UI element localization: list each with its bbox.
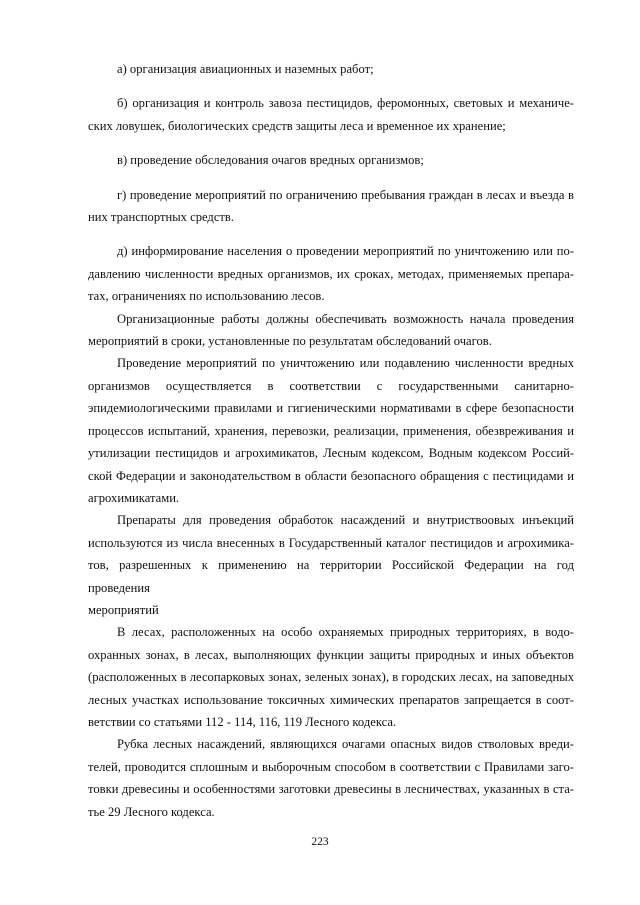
text-line: давлению численности вредных организмов, их сроках, методах, применяемых препара- <box>88 266 574 281</box>
paragraph-item-d <box>88 240 574 307</box>
text-line: организмов осуществляется в соответствии с государственными санитарно- <box>88 378 574 393</box>
text-line: процессов испытаний, хранения, перевозки, реализации, применения, обезвреживания и <box>88 423 574 438</box>
text-line: д) информирование населения о проведении мероприятий по уничтожению или по- <box>117 244 574 259</box>
paragraph-protected-forests <box>88 621 574 733</box>
text-line: тах, ограничениях по использованию лесов. <box>88 289 325 304</box>
document-page <box>88 58 574 823</box>
text-line: в) проведение обследования очагов вредных организмов; <box>117 153 424 168</box>
text-line: Организационные работы должны обеспечивать возможность начала проведения <box>117 311 574 326</box>
text-line: охранных зонах, в лесах, выполняющих функции защиты природных и иных объектов <box>88 647 574 662</box>
text-line: ветствии со статьями 112 - 114, 116, 119 Лесного кодекса. <box>88 714 397 729</box>
text-line: Рубка лесных насаждений, являющихся очагами опасных видов стволовых вреди- <box>117 737 574 752</box>
text-line: утилизации пестицидов и агрохимикатов, Лесным кодексом, Водным кодексом Россий- <box>88 446 574 461</box>
text-line: ских ловушек, биологических средств защиты леса и временное их хранение; <box>88 118 506 133</box>
text-line: агрохимикатами. <box>88 490 180 505</box>
text-line: г) проведение мероприятий по ограничению пребывания граждан в лесах и въезда в <box>117 187 574 202</box>
paragraph-organization <box>88 308 574 353</box>
text-line: Проведение мероприятий по уничтожению или подавлению численности вредных <box>117 356 574 371</box>
text-line: ской Федерации и законодательством в области безопасного обращения с пестицидами и <box>88 468 574 483</box>
paragraph-felling <box>88 733 574 823</box>
text-line: мероприятий <box>88 602 159 617</box>
text-line: Препараты для проведения обработок насаждений и внутриствоовых инъекций <box>117 513 574 528</box>
paragraph-item-b <box>88 92 574 137</box>
text-line: мероприятий в сроки, установленные по результатам обследований очагов. <box>88 334 492 349</box>
text-line: тов, разрешенных к применению на территории Российской Федерации на год проведения <box>88 558 574 595</box>
text-line: а) организация авиационных и наземных работ; <box>117 62 374 76</box>
paragraph-preparations <box>88 509 574 621</box>
paragraph-item-g <box>88 184 574 229</box>
paragraph-item-v <box>88 149 574 171</box>
text-line: них транспортных средств. <box>88 210 235 225</box>
text-line: используются из числа внесенных в Государственный каталог пестицидов и агрохимика- <box>88 535 574 550</box>
text-line: товки древесины и особенностями заготовки древесины в лесничествах, указанных в ста- <box>88 782 574 797</box>
text-line: б) организация и контроль завоза пестицидов, феромонных, световых и механиче- <box>117 96 574 111</box>
text-line: тье 29 Лесного кодекса. <box>88 804 215 819</box>
paragraph-conducting <box>88 352 574 509</box>
text-line: телей, проводится сплошным и выборочным способом в соответствии с Правилами заго- <box>88 759 574 774</box>
text-line: В лесах, расположенных на особо охраняемых природных территориях, в водо- <box>117 625 574 640</box>
text-line: (расположенных в лесопарковых зонах, зеленых зонах), в городских лесах, на заповедных <box>88 670 574 685</box>
text-line: эпидемиологическими правилами и гигиеническими нормативами в сфере безопасности <box>88 401 574 416</box>
paragraph-item-a <box>88 58 574 80</box>
page-number: 223 <box>311 836 329 848</box>
text-line: лесных участках использование токсичных химических препаратов запрещается в соот- <box>88 692 574 707</box>
